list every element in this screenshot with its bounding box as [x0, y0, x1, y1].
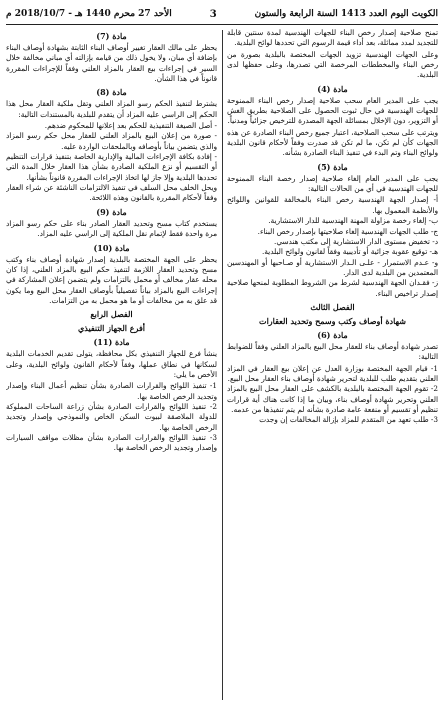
- article-title: مادة (10): [93, 242, 130, 253]
- list-item: ز- فقـدان الجهة الهندسية لشرط من الشروط المطلوبة لمنحها صلاحية إصدار تراخيص البناء.: [227, 278, 438, 298]
- paragraph: يستخدم كتاب مسح وتحديد العقار الصادر بناء على حكم رسو المزاد مرة واحدة فقط لإتمام نقل الملكية إلى الراسي عليه المزاد.: [6, 218, 217, 239]
- page-header: [6, 4, 438, 25]
- page-number: 3: [209, 8, 217, 20]
- list-item: ب- إلغاء رخصة مزاولة المهنة الهندسية للدار الاستشارية.: [268, 216, 438, 226]
- newspaper-issue: الكويت اليوم العدد 1413 السنة الرابعة والستون: [254, 9, 438, 19]
- list-item: 1- قيام الجهة المختصة بوزارة العدل عن إعلان بيع العقار في المزاد العلني بتقديم طلب للبلدية لتحرير شهادة أوصاف بناء العقار محل البيع.: [227, 363, 438, 383]
- list-item: ج- طلب الجهات الهندسية إلغاء صلاحيتها بإصدار رخص البناء.: [257, 226, 438, 236]
- left-column: [6, 28, 217, 700]
- list-item: 3- تنفيذ اللوائح والقرارات الصادرة بشأن مظلات مواقف السيارات وإصدار وتجديد الرخص الخاصة بها.: [6, 432, 217, 453]
- column-divider: [217, 28, 227, 700]
- article-title: مادة (4): [317, 83, 348, 94]
- paragraph: ينشأ فرع للجهاز التنفيذي بكل محافظة، يتولى تقديم الخدمات البلدية لسكانها في نطاق عملها، وفقاً لأحكام القانون ولوائح البلدية، وعلى الأخص ما يلي:: [6, 349, 217, 379]
- list-item: - صورة من إعلان البيع بالمزاد العلني للعقار محل حكم رسو المزاد والذي يتضمن بياناً بأوصافه وبالملحقات الواردة عليه.: [6, 131, 217, 151]
- paragraph: ويترتب على سحب الصلاحية، اعتبار جميع رخص البناء الصادرة عن هذه الجهات كأن لم تكن، ما لم تكن قد صدرت وفقاً لأحكام قانون البلدية ولوائح البناء وتم البدء في تنفيذ البناء الصادرة بشأنه.: [227, 127, 438, 158]
- issue-date: الأحد 27 محرم 1440 هـ - 2018/10/7 م: [6, 9, 172, 19]
- list-item: هـ- توقيع عقوبة جزائية أو تأديبية وفقاً لقانون ولوائح البلدية.: [261, 247, 438, 257]
- list-item: 2- تقوم الجهة المختصة بالبلدية بالكشف على العقار محل البيع بالمزاد العلني وتحرير شهادة أوصاف بناء، وبيان ما إذا كانت هناك أية قرارات تنظيم أو تقسيم أو منفعة عامة صادرة بشأنه لم يتم تنفيذها من عدمه.: [227, 384, 438, 414]
- list-item: 1- تنفيذ اللوائح والقرارات الصادرة بشأن تنظيم أعمال البناء وإصدار وتجديد الرخص الخاصة بها.: [6, 381, 217, 401]
- article-title: مادة (8): [96, 87, 127, 98]
- list-item: 2- تنفيذ اللوائح والقرارات الصادرة بشأن زراعة الساحات المملوكة للدولة الملاصقة لبيوت السكن الخاص والنموذجي وإصدار وتجديد الرخص الخاصة بها.: [6, 401, 217, 432]
- chapter-title: الفصل الرابع: [90, 309, 133, 320]
- paragraph: وعلى الجهات الهندسية تزويد الجهات المختصة بالبلدية بصورة من رخص البناء والمخططات المرخصة التي تصدرها، وعلى حفظها لدى البلدية.: [227, 49, 438, 80]
- paragraph: يشترط لتنفيذ الحكم رسو المزاد العلني وتقل ملكية العقار محل هذا الحكم إلى الراسي عليه المزاد أن يتقدم للبلدية بالمستندات التالية:: [6, 99, 217, 119]
- paragraph: يجب على المدير العام سحب صلاحية إصدار رخص البناء الممنوحة للجهات الهندسية في حال ثبوت الحصول على الصلاحية بطريق الغش أو التزوير، دون الإخلال بمسائلة الجهة المصدرة للترخيص جزائياً ومدنياً.: [227, 95, 438, 126]
- paragraph: تصدر شهادة أوصاف بناء للعقار محل البيع بالمزاد العلني وفقاً للضوابط التالية:: [227, 341, 438, 362]
- paragraph: يحظر على مالك العقار تغيير أوصاف البناء الثابتة بشهادة أوصاف البناء بإضافة أي مبان، ولا يخول ذلك من قيامه بإزالته أي مباني مخالفة خلال السير في إجراءات بيع العقار بالمزاد العلني وفقاً للإجراءات المقررة قانوناً في هذا الشأن.: [6, 43, 217, 84]
- chapter-title: الفصل الثالث: [310, 301, 355, 312]
- article-title: مادة (9): [96, 206, 127, 217]
- list-item: - أصل الصيغة التنفيذية للحكم بعد إعلانها للمحكوم ضدهم.: [44, 121, 217, 131]
- paragraph: يجب على المدير العام إلغاء صلاحية إصدار رخصة البناء الممنوحة للجهات الهندسية في أي من الحالات التالية:: [227, 173, 438, 194]
- paragraph: يحظر على الجهة المختصة بالبلدية إصدار شهادة أوصاف بناء وكتب مسح وتحديد العقار اللازمة لتنفيذ حكم البيع بالمزاد العلني، إذا كان محله عقار مخالف أو محمل بالتزامات ولم يتضمن إعلان المشاركة في إجراءات البيع بالمزاد بياناً تفصيلياً بأوصاف العقار محل البيع وما يكون قد علق به من مخالفات أو ما هو محمل به من التزامات.: [6, 254, 217, 305]
- paragraph: تمنح صلاحية إصدار رخص البناء للجهات الهندسية لمدة سنتين قابلة للتجديد لمدد مماثلة، بعد أداء قيمة الرسوم التي تحددها لوائح البلدية.: [227, 28, 438, 48]
- article-title: مادة (7): [96, 31, 127, 41]
- article-title: مادة (5): [317, 161, 348, 172]
- chapter-subtitle: شهادة أوصاف وكتب وسمح وتحديد العقارات: [259, 315, 406, 326]
- article-title: مادة (6): [317, 329, 348, 340]
- list-item: - إفادة بكافة الإجراءات المالية والإدارية الخاصة بتنفيذ قرارات التنظيم أو التقسيم أو نزع الملكية الصادرة بشأن هذا العقار خلال المدة التي تحددها البلدية وإلا جاز لها اتخاذ الإجراءات المقررة قانوناً بشأنها.: [6, 152, 217, 182]
- chapter-subtitle: أفرع الجهاز التنفيذي: [77, 323, 146, 334]
- list-item: أ- إصدار الجهة الهندسية رخص البناء بالمخالفة للقوانين واللوائح والأنظمة المعمول بها.: [227, 195, 438, 215]
- right-column: [227, 28, 438, 700]
- gazette-page: [6, 4, 438, 702]
- list-item: 3- طلب تعهد من المتقدم للمزاد بإزالة المخالفات إن وجدت: [259, 415, 438, 425]
- two-columns: [6, 28, 438, 700]
- list-item: د- تخفيض مستوى الدار الاستشارية إلى مكتب هندسي.: [274, 236, 438, 246]
- list-item: و- عـدم الاستمرار - علـى الـدار الاستشارية أو صـاحبها أو المهندسين المعتمدين من البلدية لدى الدار.: [227, 257, 438, 277]
- article-title: مادة (11): [93, 337, 130, 348]
- list-item: ويحل الخلف محل السلف في تنفيذ الالتزامات الناشئة عن شراء العقار وفقاً لأحكام المقررة بالقانون وهذه اللائحة.: [6, 183, 217, 203]
